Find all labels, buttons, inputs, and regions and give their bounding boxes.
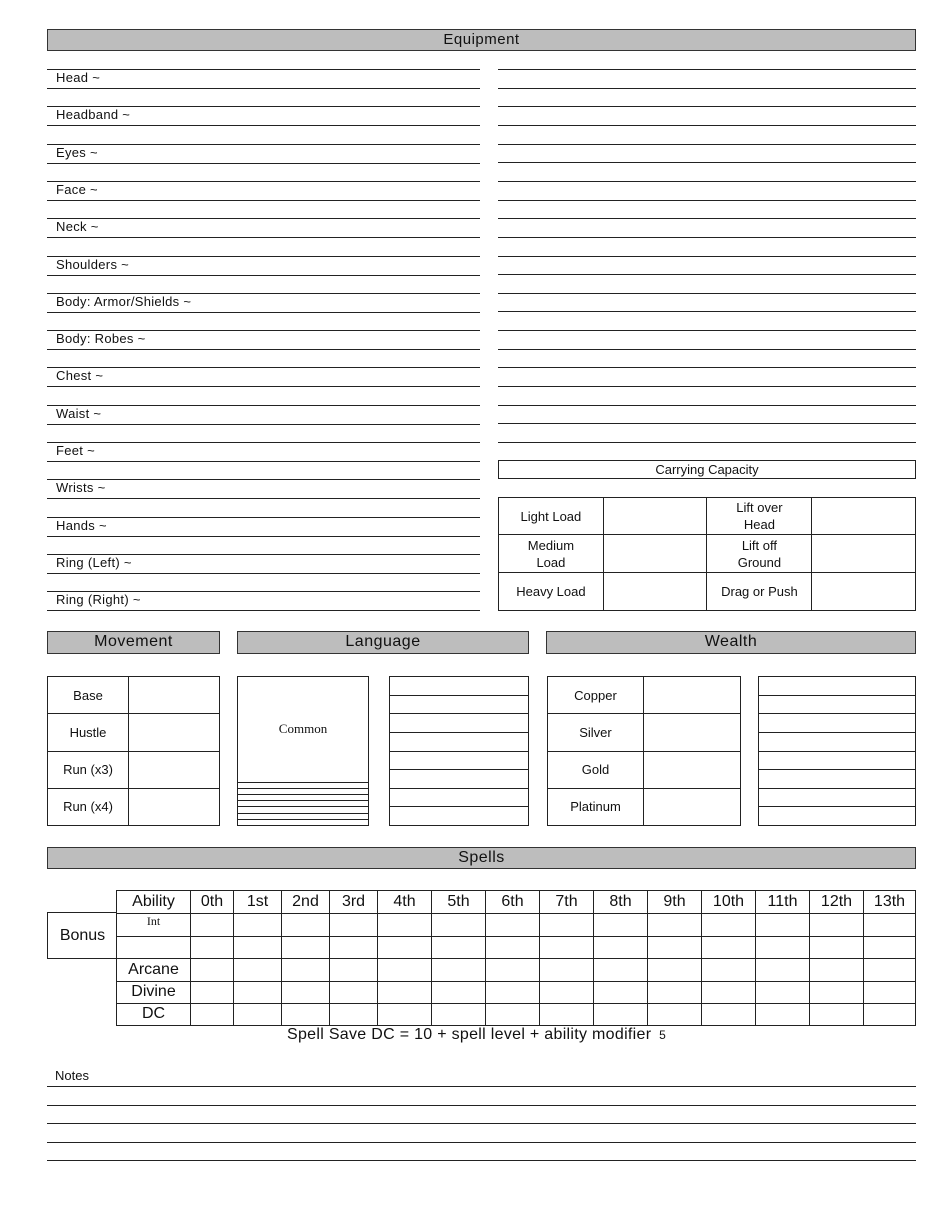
equipment-slot-topline <box>47 218 480 219</box>
equipment-slot-topline <box>47 181 480 182</box>
equipment-slot-topline <box>47 479 480 480</box>
spell-cell[interactable] <box>702 937 756 959</box>
equipment-slot-topline <box>47 144 480 145</box>
spell-cell[interactable] <box>702 914 756 937</box>
equipment-slot-label: Wrists ~ <box>56 480 106 496</box>
spell-cell[interactable] <box>486 981 540 1003</box>
lift-head-label: Lift over Head <box>707 498 812 535</box>
spell-level-header: 1st <box>234 891 282 914</box>
spell-cell[interactable] <box>594 914 648 937</box>
equipment-extra-line[interactable] <box>498 405 916 406</box>
spell-cell[interactable] <box>648 914 702 937</box>
lift-ground-value[interactable] <box>812 535 916 573</box>
medium-load-value[interactable] <box>603 535 707 573</box>
spell-cell[interactable] <box>702 981 756 1003</box>
movement-title: Movement <box>94 633 173 650</box>
spell-cell[interactable] <box>330 981 378 1003</box>
wealth-extra-table <box>758 676 916 826</box>
movement-value[interactable] <box>129 751 220 788</box>
movement-value[interactable] <box>129 788 220 825</box>
spell-cell[interactable] <box>486 937 540 959</box>
spell-cell[interactable] <box>234 981 282 1003</box>
language-header <box>237 631 529 654</box>
spell-cell[interactable] <box>234 937 282 959</box>
equipment-extra-line[interactable] <box>498 256 916 257</box>
equipment-extra-line[interactable] <box>498 88 916 89</box>
spell-cell[interactable] <box>191 1003 234 1025</box>
spell-cell[interactable] <box>648 959 702 981</box>
equipment-slot-input[interactable] <box>47 424 480 425</box>
equipment-slot-label: Hands ~ <box>56 517 107 533</box>
lift-head-value[interactable] <box>812 498 916 535</box>
equipment-slot-topline <box>47 405 480 406</box>
heavy-load-label: Heavy Load <box>499 573 604 611</box>
wealth-extra-entry[interactable] <box>759 695 916 714</box>
spell-cell[interactable] <box>540 914 594 937</box>
equipment-slot-label: Body: Armor/Shields ~ <box>56 293 192 309</box>
equipment-slot-label: Waist ~ <box>56 405 102 421</box>
language-entry[interactable] <box>390 732 529 751</box>
spell-cell[interactable] <box>756 981 810 1003</box>
spell-cell[interactable] <box>864 914 916 937</box>
spell-cell[interactable] <box>810 981 864 1003</box>
language-entry[interactable] <box>390 770 529 789</box>
spell-cell[interactable] <box>810 959 864 981</box>
equipment-extra-line[interactable] <box>498 69 916 70</box>
language-entry[interactable] <box>390 788 529 807</box>
bonus-label-cell <box>47 912 117 959</box>
spell-cell[interactable] <box>648 937 702 959</box>
equipment-extra-line[interactable] <box>498 237 916 238</box>
spell-cell[interactable] <box>282 937 330 959</box>
spell-cell[interactable] <box>234 914 282 937</box>
equipment-extra-line[interactable] <box>498 106 916 107</box>
spell-cell[interactable] <box>756 1003 810 1025</box>
equipment-extra-line[interactable] <box>498 125 916 126</box>
spell-level-header: 4th <box>378 891 432 914</box>
language-entry[interactable] <box>390 807 529 826</box>
equipment-slot-topline <box>47 442 480 443</box>
movement-value[interactable] <box>129 714 220 751</box>
carrying-capacity-header <box>498 460 916 479</box>
spell-cell[interactable] <box>191 981 234 1003</box>
spell-cell[interactable] <box>648 981 702 1003</box>
equipment-slot-input[interactable] <box>47 163 480 164</box>
spell-cell[interactable] <box>540 937 594 959</box>
spell-level-header: 9th <box>648 891 702 914</box>
spell-cell[interactable] <box>330 959 378 981</box>
language-entry[interactable] <box>390 677 529 696</box>
movement-label: Hustle <box>48 714 129 751</box>
arcane-label: Arcane <box>117 959 191 981</box>
equipment-slot-input[interactable] <box>47 275 480 276</box>
spells-title: Spells <box>458 849 505 866</box>
equipment-extra-line[interactable] <box>498 218 916 219</box>
wealth-table <box>547 676 741 826</box>
spell-level-header: 13th <box>864 891 916 914</box>
spell-cell[interactable] <box>234 1003 282 1025</box>
spell-cell[interactable] <box>702 1003 756 1025</box>
spell-cell[interactable] <box>432 914 486 937</box>
ability-blank[interactable] <box>117 937 191 959</box>
drag-push-label: Drag or Push <box>707 573 812 611</box>
spell-level-header: 0th <box>191 891 234 914</box>
spell-dc-formula <box>287 1026 666 1044</box>
equipment-slot-input[interactable] <box>47 536 480 537</box>
spell-cell[interactable] <box>486 914 540 937</box>
spell-level-header: 5th <box>432 891 486 914</box>
equipment-slot-label: Shoulders ~ <box>56 256 130 272</box>
equipment-extra-line[interactable] <box>498 274 916 275</box>
equipment-slot-label: Head ~ <box>56 70 101 85</box>
divine-label: Divine <box>117 981 191 1003</box>
ability-value[interactable]: Int <box>117 914 191 937</box>
wealth-value[interactable] <box>644 751 741 788</box>
equipment-slot-label: Chest ~ <box>56 368 104 384</box>
wealth-extra-entry[interactable] <box>759 770 916 789</box>
equipment-extra-line[interactable] <box>498 162 916 163</box>
spell-level-header: 2nd <box>282 891 330 914</box>
notes-title: Notes <box>55 1068 89 1083</box>
spell-cell[interactable] <box>864 937 916 959</box>
language-entry[interactable]: Common <box>238 677 369 783</box>
equipment-slot-label: Neck ~ <box>56 219 99 235</box>
spell-cell[interactable] <box>864 1003 916 1025</box>
spell-level-header: 3rd <box>330 891 378 914</box>
spell-cell[interactable] <box>432 937 486 959</box>
equipment-slot-input[interactable] <box>47 349 480 350</box>
movement-header <box>47 631 220 654</box>
notes-line[interactable] <box>47 1160 916 1161</box>
movement-label: Run (x4) <box>48 788 129 825</box>
spell-cell[interactable] <box>594 981 648 1003</box>
light-load-label: Light Load <box>499 498 604 535</box>
wealth-header <box>546 631 916 654</box>
spell-cell[interactable] <box>864 981 916 1003</box>
wealth-title: Wealth <box>704 633 758 650</box>
spell-cell[interactable] <box>330 914 378 937</box>
equipment-slot-label: Eyes ~ <box>56 144 98 160</box>
equipment-extra-line[interactable] <box>498 386 916 387</box>
notes-line[interactable] <box>47 1123 916 1124</box>
language-entry[interactable] <box>390 751 529 770</box>
equipment-extra-line[interactable] <box>498 423 916 424</box>
spell-cell[interactable] <box>191 914 234 937</box>
equipment-slot-input[interactable] <box>47 461 480 462</box>
spell-cell[interactable] <box>378 937 432 959</box>
spell-cell[interactable] <box>282 959 330 981</box>
ability-header: Ability <box>117 891 191 914</box>
bonus-label: Bonus <box>59 927 106 944</box>
equipment-slot-label: Body: Robes ~ <box>56 331 146 347</box>
language-entry[interactable] <box>390 695 529 714</box>
wealth-extra-entry[interactable] <box>759 807 916 826</box>
equipment-slot-label: Feet ~ <box>56 443 96 458</box>
equipment-slot-label: Ring (Left) ~ <box>56 554 132 570</box>
dc-label: DC <box>117 1003 191 1025</box>
page-number: 5 <box>659 1028 667 1042</box>
spell-cell[interactable] <box>191 937 234 959</box>
spell-level-header: 6th <box>486 891 540 914</box>
wealth-label: Platinum <box>548 788 644 825</box>
heavy-load-value[interactable] <box>603 573 707 611</box>
spell-cell[interactable] <box>486 959 540 981</box>
medium-load-label: Medium Load <box>499 535 604 573</box>
wealth-extra-entry[interactable] <box>759 677 916 696</box>
movement-table <box>47 676 220 826</box>
equipment-extra-line[interactable] <box>498 367 916 368</box>
equipment-slot-label: Ring (Right) ~ <box>56 592 141 608</box>
spell-cell[interactable] <box>191 959 234 981</box>
notes-line[interactable] <box>47 1105 916 1106</box>
spell-cell[interactable] <box>648 1003 702 1025</box>
wealth-extra-entry[interactable] <box>759 751 916 770</box>
spell-cell[interactable] <box>864 959 916 981</box>
equipment-header <box>47 29 916 51</box>
equipment-extra-line[interactable] <box>498 311 916 312</box>
spell-cell[interactable] <box>432 1003 486 1025</box>
spell-level-header: 7th <box>540 891 594 914</box>
equipment-slot-label: Headband ~ <box>56 107 131 123</box>
spell-cell[interactable] <box>810 914 864 937</box>
language-table-left <box>237 676 369 826</box>
spell-cell[interactable] <box>702 959 756 981</box>
equipment-slot-topline <box>47 517 480 518</box>
spell-cell[interactable] <box>378 914 432 937</box>
notes-line[interactable] <box>47 1142 916 1143</box>
spell-level-header: 11th <box>756 891 810 914</box>
spell-cell[interactable] <box>810 937 864 959</box>
spell-cell[interactable] <box>486 1003 540 1025</box>
spell-level-header: 10th <box>702 891 756 914</box>
movement-label: Run (x3) <box>48 751 129 788</box>
equipment-extra-line[interactable] <box>498 442 916 443</box>
spell-cell[interactable] <box>282 914 330 937</box>
spells-header <box>47 847 916 869</box>
equipment-slot-input[interactable] <box>47 573 480 574</box>
equipment-slot-input[interactable] <box>47 88 480 89</box>
movement-value[interactable] <box>129 677 220 714</box>
spell-cell[interactable] <box>432 981 486 1003</box>
drag-push-value[interactable] <box>812 573 916 611</box>
spell-cell[interactable] <box>594 937 648 959</box>
spell-cell[interactable] <box>282 981 330 1003</box>
spell-cell[interactable] <box>378 981 432 1003</box>
wealth-extra-entry[interactable] <box>759 714 916 733</box>
movement-label: Base <box>48 677 129 714</box>
spell-cell[interactable] <box>330 937 378 959</box>
spell-dc-formula-text: Spell Save DC = 10 + spell level + ability modifier <box>287 1026 652 1043</box>
wealth-label: Copper <box>548 677 644 714</box>
wealth-label: Silver <box>548 714 644 751</box>
equipment-slot-topline <box>47 69 480 70</box>
wealth-label: Gold <box>548 751 644 788</box>
notes-line[interactable] <box>47 1086 916 1087</box>
equipment-extra-line[interactable] <box>498 144 916 145</box>
wealth-extra-entry[interactable] <box>759 788 916 807</box>
lift-ground-label: Lift off Ground <box>707 535 812 573</box>
equipment-slot-input[interactable] <box>47 237 480 238</box>
wealth-value[interactable] <box>644 677 741 714</box>
spell-cell[interactable] <box>234 959 282 981</box>
spell-cell[interactable] <box>756 959 810 981</box>
spell-cell[interactable] <box>540 959 594 981</box>
spell-cell[interactable] <box>540 1003 594 1025</box>
spell-cell[interactable] <box>282 1003 330 1025</box>
carrying-capacity-table <box>498 497 916 611</box>
spell-cell[interactable] <box>378 1003 432 1025</box>
equipment-title: Equipment <box>443 31 520 48</box>
equipment-extra-line[interactable] <box>498 200 916 201</box>
spell-cell[interactable] <box>594 959 648 981</box>
spell-level-header: 12th <box>810 891 864 914</box>
equipment-slot-input[interactable] <box>47 498 480 499</box>
equipment-extra-line[interactable] <box>498 349 916 350</box>
equipment-extra-line[interactable] <box>498 181 916 182</box>
spell-cell[interactable] <box>432 959 486 981</box>
language-entry[interactable] <box>238 819 369 825</box>
spell-cell[interactable] <box>594 1003 648 1025</box>
equipment-slot-label: Face ~ <box>56 181 98 197</box>
spell-cell[interactable] <box>330 1003 378 1025</box>
spell-level-header: 8th <box>594 891 648 914</box>
equipment-slot-topline <box>47 367 480 368</box>
equipment-extra-line[interactable] <box>498 293 916 294</box>
language-table-right <box>389 676 529 826</box>
light-load-value[interactable] <box>603 498 707 535</box>
language-title: Language <box>345 633 421 650</box>
wealth-value[interactable] <box>644 714 741 751</box>
equipment-slot-input[interactable] <box>47 610 480 611</box>
equipment-slot-input[interactable] <box>47 312 480 313</box>
spell-cell[interactable] <box>378 959 432 981</box>
spell-cell[interactable] <box>756 937 810 959</box>
spell-cell[interactable] <box>756 914 810 937</box>
spell-cell[interactable] <box>540 981 594 1003</box>
equipment-slot-input[interactable] <box>47 200 480 201</box>
carrying-capacity-title: Carrying Capacity <box>655 462 759 477</box>
wealth-extra-entry[interactable] <box>759 732 916 751</box>
equipment-slot-input[interactable] <box>47 125 480 126</box>
spells-table <box>116 890 916 1026</box>
wealth-value[interactable] <box>644 788 741 825</box>
equipment-slot-input[interactable] <box>47 386 480 387</box>
language-entry[interactable] <box>390 714 529 733</box>
equipment-extra-line[interactable] <box>498 330 916 331</box>
spell-cell[interactable] <box>810 1003 864 1025</box>
